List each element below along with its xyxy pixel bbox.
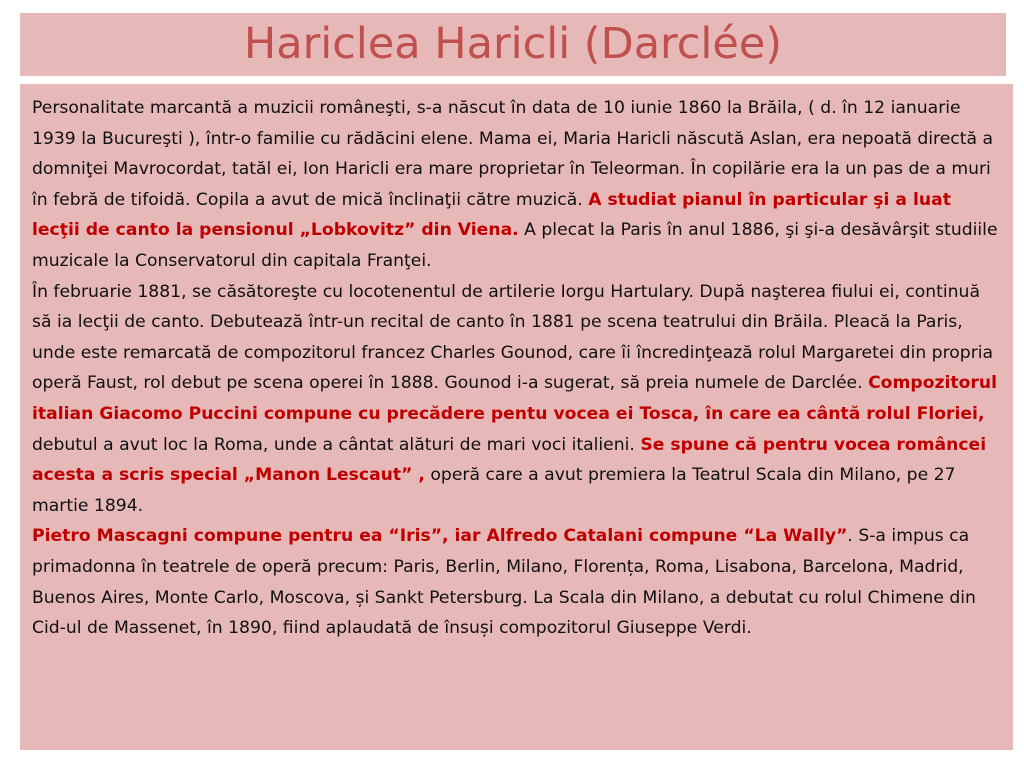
- paragraph-2: [32, 277, 1001, 522]
- title-box: [20, 13, 1006, 76]
- text-segment: debutul a avut loc la Roma, unde a cântat alături de mari voci italieni.: [32, 434, 641, 455]
- text-segment: A plecat la Paris în anul 1886, şi şi-a desăvârşit studiile muzicale la Conservatorul din capitala Franţei.: [32, 220, 998, 271]
- highlighted-text: Compozitorul italian Giacomo Puccini compune cu precădere pentu vocea ei Tosca, în care ea cântă rolul Floriei,: [32, 373, 998, 424]
- highlighted-text: Se spune că pentru vocea româncei acesta a scris special „Manon Lescaut” ,: [32, 434, 987, 486]
- text-segment: . S-a impus ca primadonna în teatrele de operă precum: Paris, Berlin, Milano, Florența, Roma, Lisabona, Barcelona, Madrid, Buenos Aires, Monte Carlo, Moscova, și Sankt Petersburg. La Scala din Milano, a debutat cu rolul Chimene din Cid-ul de Massenet, în 1890, fiind aplaudată de însuși compozitorul Giuseppe Verdi.: [32, 526, 976, 639]
- text-segment: Personalitate marcantă a muzicii româneşti, s-a născut în data de 10 iunie 1860 la Brăila, ( d. în 12 ianuarie 1939 la Bucureşti ), într-o familie cu rădăcini elene. Mama ei, Maria Haricli născută Aslan, era nepoată directă a domniţei Mavrocordat, tatăl ei, Ion Haricli era mare proprietar în Teleorman. În copilărie era la un pas de a muri în febră de tifoidă. Copila a avut de mică înclinaţii către muzică.: [32, 98, 994, 210]
- content-box: [20, 84, 1013, 750]
- highlighted-text: Pietro Mascagni compune pentru ea “Iris”, iar Alfredo Catalani compune “La Wally”: [32, 526, 848, 547]
- text-segment: operă care a avut premiera la Teatrul Scala din Milano, pe 27 martie 1894.: [32, 465, 956, 516]
- slide-title: Hariclea Haricli (Darclée): [243, 19, 783, 69]
- highlighted-text: A studiat pianul în particular şi a luat lecţii de canto la pensionul „Lobkovitz” din Viena.: [32, 189, 951, 241]
- text-segment: În februarie 1881, se căsătoreşte cu locotenentul de artilerie Iorgu Hartulary. După naşterea fiului ei, continuă să ia lecţii de canto. Debutează într-un recital de canto în 1881 pe scena teatrului din Brăila. Pleacă la Paris, unde este remarcată de compozitorul francez Charles Gounod, care îi încredinţează rolul Margaretei din propria operă Faust, rol debut pe scena operei în 1888. Gounod i-a sugerat, să preia numele de Darclée.: [32, 281, 994, 394]
- paragraph-3: [32, 521, 1001, 643]
- paragraph-1: [32, 93, 1001, 277]
